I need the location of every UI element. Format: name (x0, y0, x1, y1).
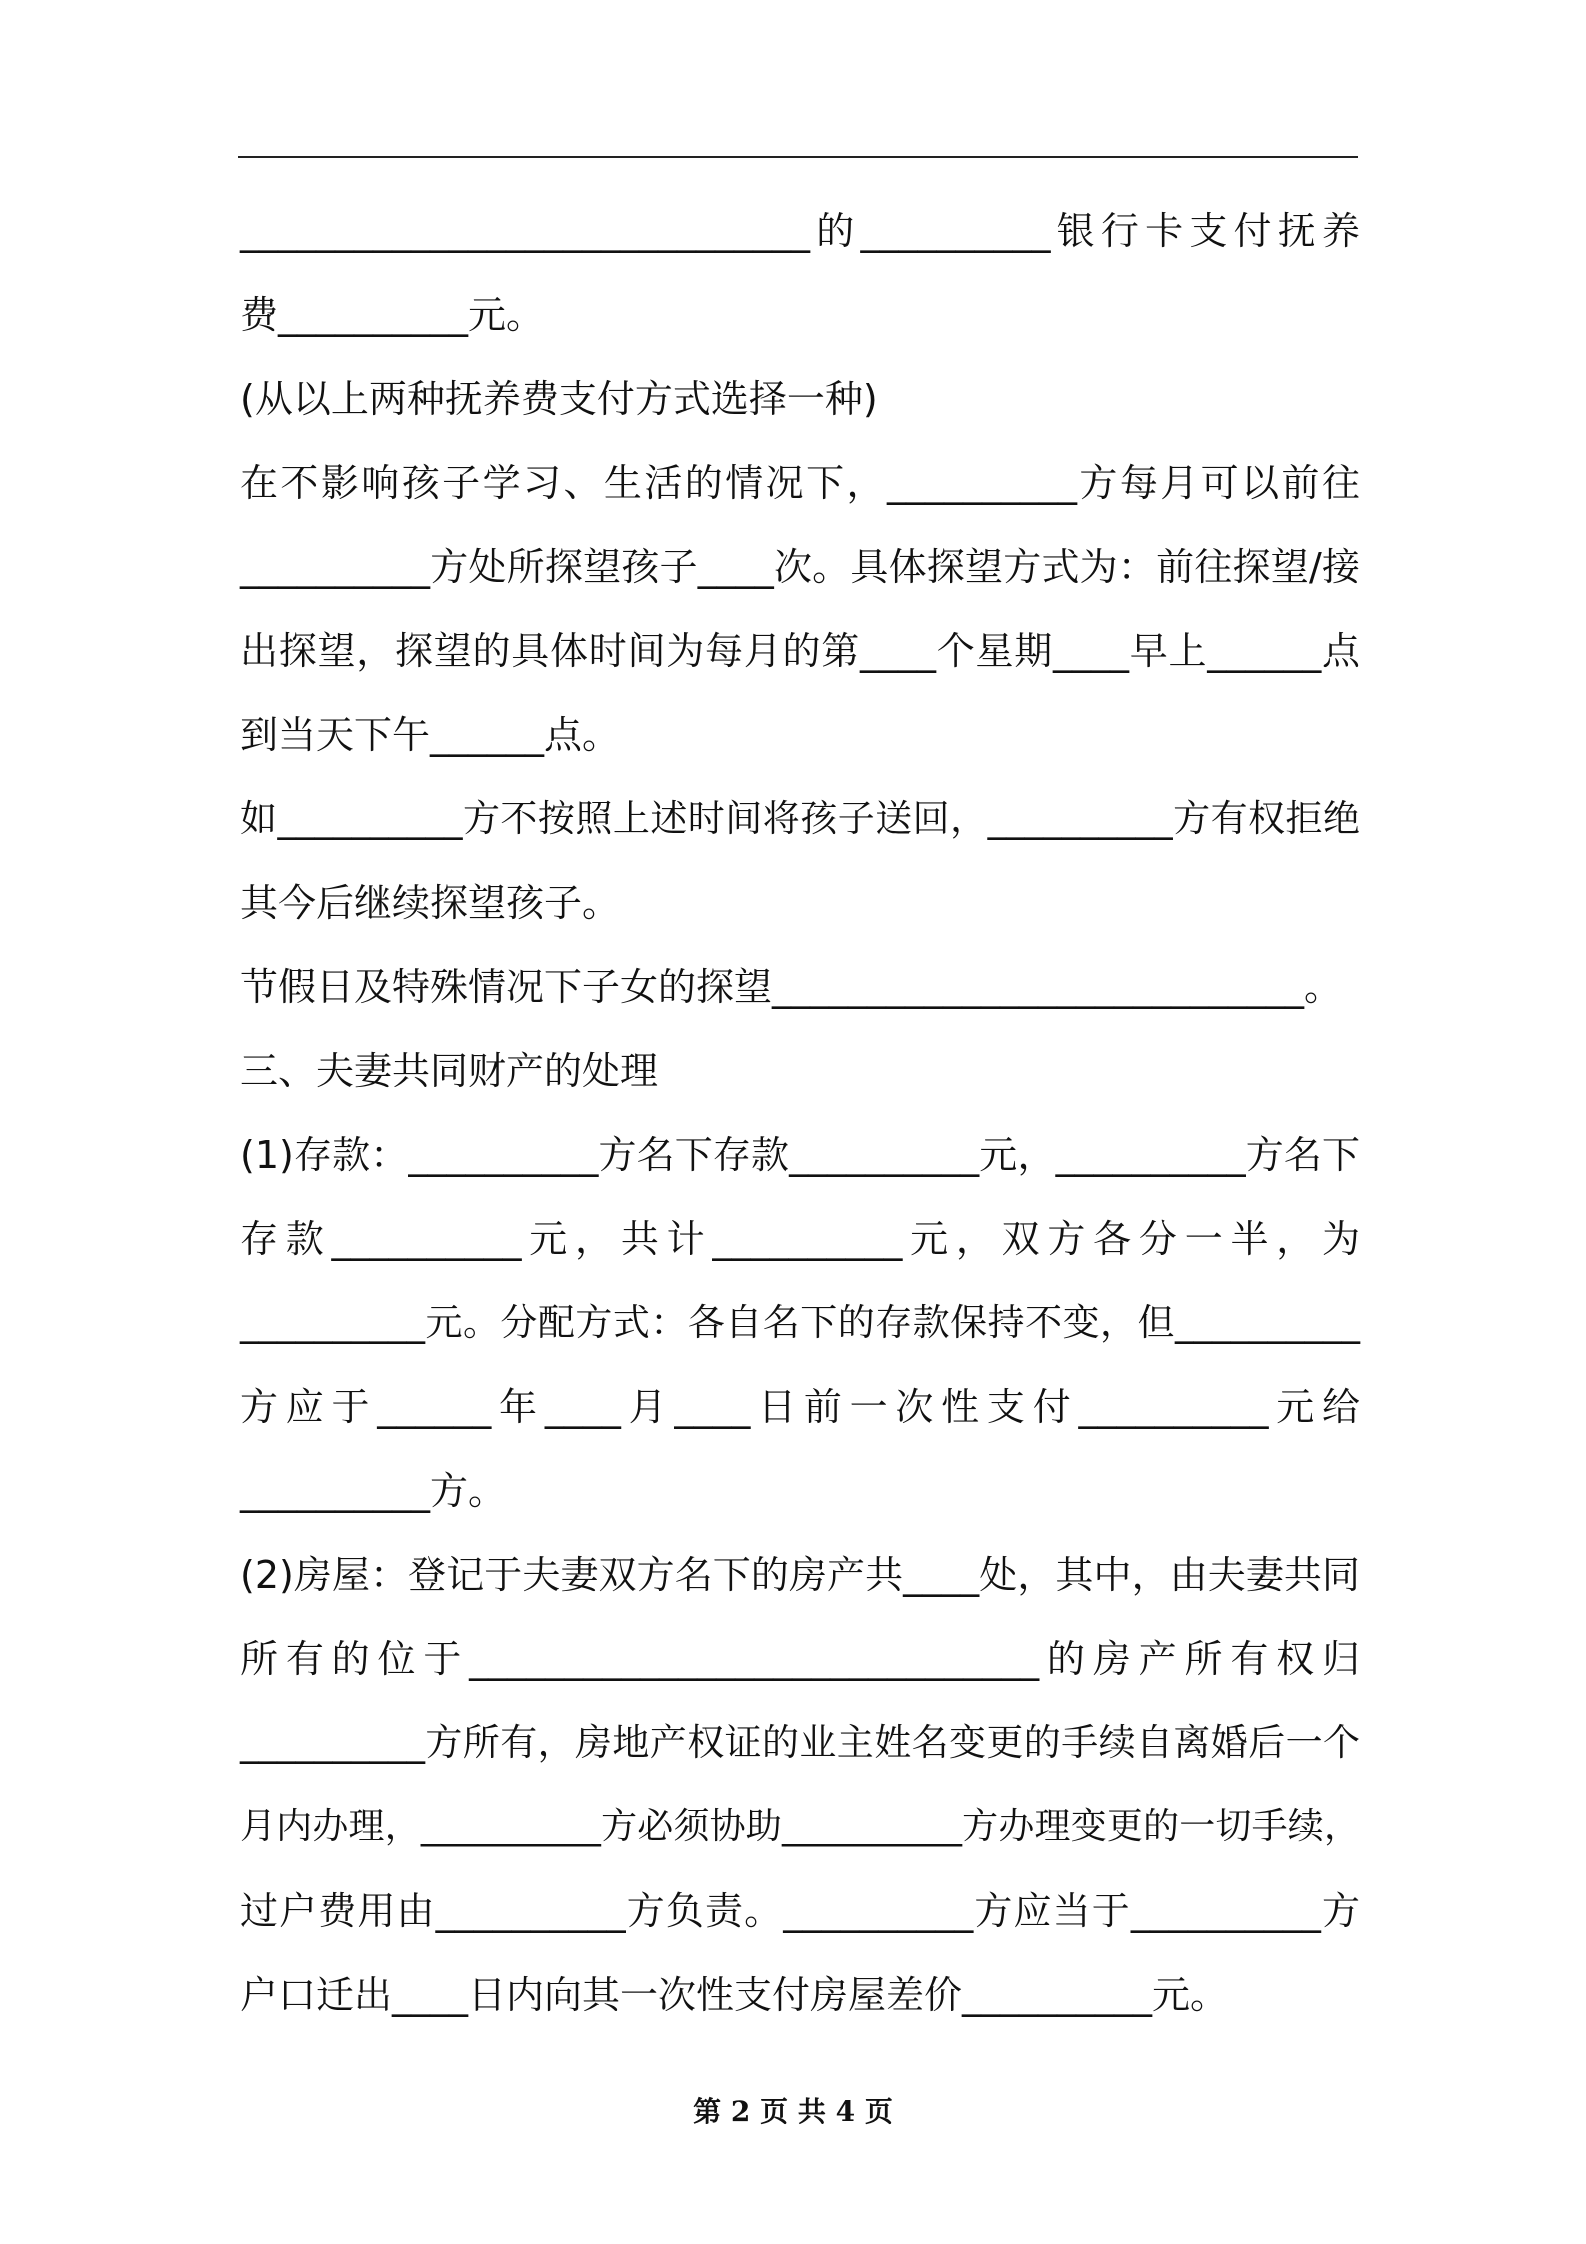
text-line-15: 方应于______年____月____日前一次性支付__________元给 (240, 1385, 1360, 1429)
text-line-5: __________方处所探望孩子____次。具体探望方式为：前往探望/接 (240, 545, 1360, 589)
text-line-1: ______________________________的__________银行卡支付抚养 (240, 209, 1360, 253)
text-line-17: (2)房屋：登记于夫妻双方名下的房产共____处，其中，由夫妻共同 (240, 1553, 1360, 1597)
text-line-16: __________方。 (240, 1469, 507, 1513)
text-line-22: 户口迁出____日内向其一次性支付房屋差价__________元。 (240, 1973, 1229, 2017)
text-line-6: 出探望，探望的具体时间为每月的第____个星期____早上______点 (240, 629, 1360, 673)
text-line-10: 节假日及特殊情况下子女的探望____________________________。 (240, 965, 1343, 1009)
page-number: 第 2 页 共 4 页 (693, 2095, 893, 2128)
text-line-4: 在不影响孩子学习、生活的情况下，__________方每月可以前往 (240, 461, 1360, 505)
header-rule (238, 156, 1358, 158)
text-line-8: 如__________方不按照上述时间将孩子送回，__________方有权拒绝 (240, 797, 1360, 840)
text-line-12: (1)存款：__________方名下存款__________元，__________方名下 (240, 1133, 1360, 1177)
text-line-19: __________方所有，房地产权证的业主姓名变更的手续自离婚后一个 (240, 1721, 1360, 1764)
text-line-13: 存款__________元，共计__________元，双方各分一半，为 (240, 1217, 1360, 1261)
text-line-14: __________元。分配方式：各自名下的存款保持不变，但__________ (240, 1301, 1360, 1344)
text-line-18: 所有的位于______________________________的房产所有权归 (240, 1637, 1360, 1681)
text-line-9: 其今后继续探望孩子。 (240, 881, 621, 925)
text-line-21: 过户费用由__________方负责。__________方应当于__________方 (240, 1889, 1360, 1933)
text-line-20: 月内办理，__________方必须协助__________方办理变更的一切手续， (240, 1806, 1360, 1847)
text-line-7: 到当天下午______点。 (240, 713, 621, 757)
text-line-3: (从以上两种抚养费支付方式选择一种) (240, 377, 878, 421)
section-heading: 三、夫妻共同财产的处理 (240, 1049, 659, 1093)
text-line-2: 费__________元。 (240, 293, 545, 337)
document-body (240, 196, 1360, 2044)
